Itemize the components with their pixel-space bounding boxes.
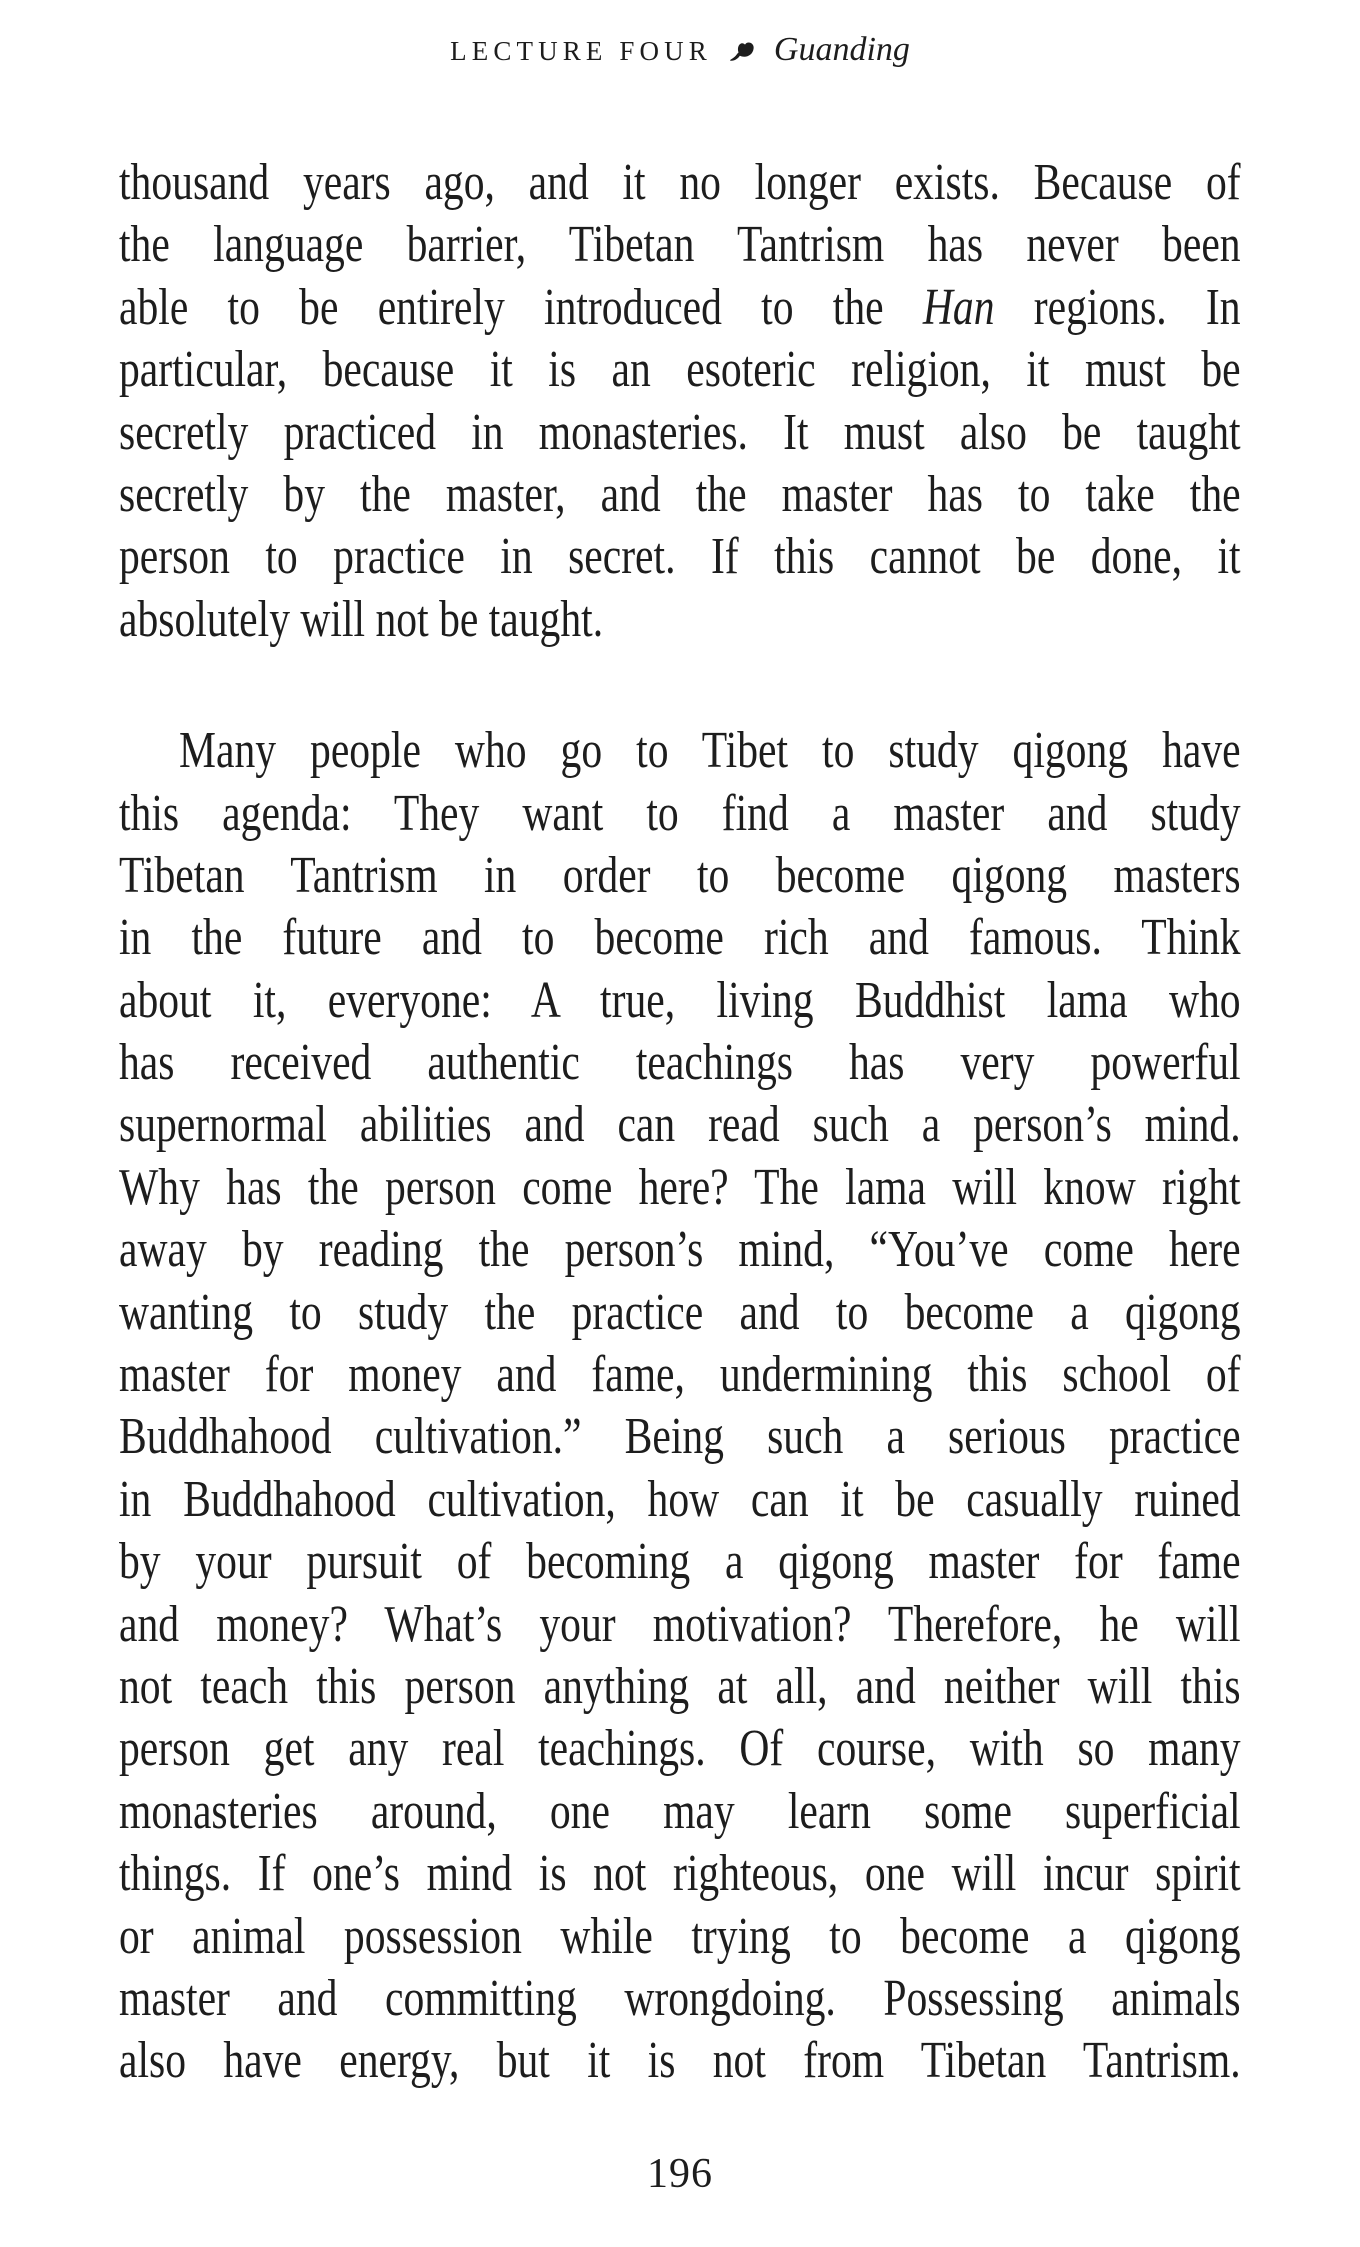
text-line: the language barrier, Tibetan Tantrism has never been [119, 216, 1241, 274]
lecture-number-label: LECTURE FOUR [450, 36, 712, 66]
text-line: Tibetan Tantrism in order to become qigong masters [119, 846, 1241, 904]
text-line: person to practice in secret. If this cannot be done, it [119, 528, 1241, 586]
paragraph [119, 720, 1241, 2093]
page-number: 196 [647, 2151, 713, 2197]
text-line: secretly by the master, and the master has to take the [119, 465, 1241, 523]
text-line: monasteries around, one may learn some superficial [119, 1782, 1241, 1840]
fleuron-leaf-icon [728, 39, 758, 66]
text-line: supernormal abilities and can read such a person’s mind. [119, 1096, 1241, 1154]
text-line: master and committing wrongdoing. Possessing animals [119, 1969, 1241, 2027]
text-block [119, 152, 1241, 2093]
text-line: things. If one’s mind is not righteous, one will incur spirit [119, 1845, 1241, 1903]
paragraph [119, 152, 1241, 651]
text-line: in the future and to become rich and famous. Think [119, 909, 1241, 967]
text-line [119, 277, 1241, 339]
text-line: in Buddhahood cultivation, how can it be casually ruined [119, 1470, 1241, 1528]
text-line: and money? What’s your motivation? Therefore, he will [119, 1595, 1241, 1653]
text-line: master for money and fame, undermining this school of [119, 1346, 1241, 1404]
text-line: person get any real teachings. Of course, with so many [119, 1720, 1241, 1778]
text-line: or animal possession while trying to become a qigong [119, 1907, 1241, 1965]
italic-term: Han [922, 278, 995, 336]
text-line: about it, everyone: A true, living Buddhist lama who [119, 971, 1241, 1029]
text-line: Buddhahood cultivation.” Being such a serious practice [119, 1408, 1241, 1466]
text-line: away by reading the person’s mind, “You’ve come here [119, 1221, 1241, 1279]
text-segment: able to be entirely introduced to the [119, 278, 923, 336]
text-line: not teach this person anything at all, and neither will this [119, 1657, 1241, 1715]
text-line: secretly practiced in monasteries. It must also be taught [119, 403, 1241, 461]
chapter-title: Guanding [773, 31, 910, 68]
text-line: by your pursuit of becoming a qigong master for fame [119, 1533, 1241, 1591]
text-line: thousand years ago, and it no longer exists. Because of [119, 154, 1241, 211]
text-line: has received authentic teachings has very powerful [119, 1034, 1241, 1092]
text-line: absolutely will not be taught. [119, 590, 604, 648]
text-line: Why has the person come here? The lama will know right [119, 1158, 1241, 1216]
text-line: wanting to study the practice and to become a qigong [119, 1283, 1241, 1341]
text-segment: regions. In [994, 278, 1241, 336]
text-line: also have energy, but it is not from Tibetan Tantrism. [119, 2032, 1241, 2090]
text-line: this agenda: They want to find a master and study [119, 784, 1241, 842]
text-line: Many people who go to Tibet to study qigong have [179, 722, 1241, 780]
running-header [0, 33, 1360, 67]
text-line: particular, because it is an esoteric religion, it must be [119, 341, 1241, 399]
